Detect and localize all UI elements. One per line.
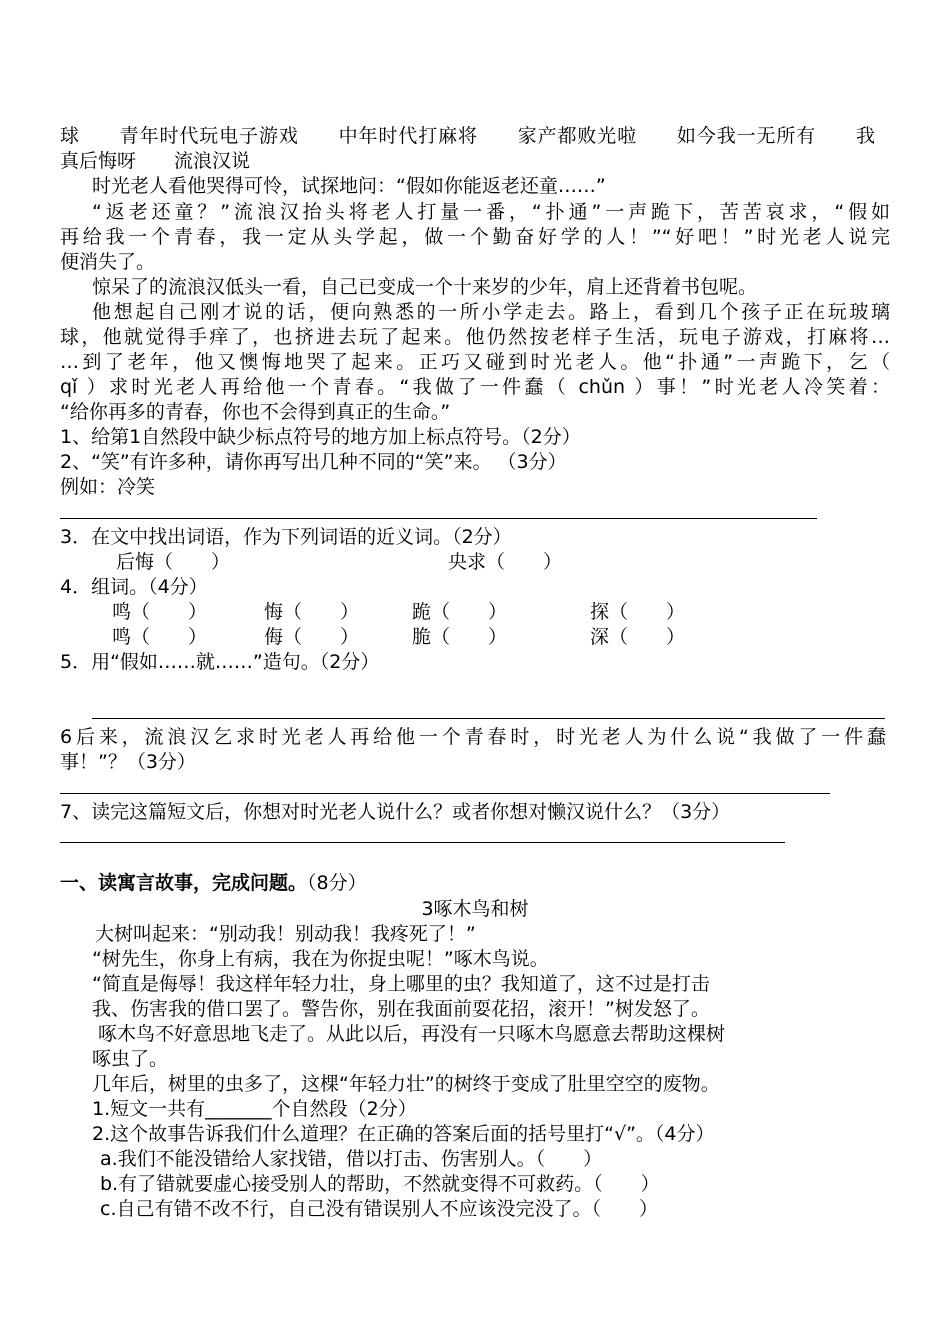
question-2-example: 例如：冷笑: [60, 476, 156, 498]
passage-line: …到了老年，他又懊悔地哭了起来。正巧又碰到时光老人。他“扑通”一声跪下，乞（: [60, 351, 890, 373]
answer-option[interactable]: a.我们不能没错给人家找错，借以打击、伤害别人。（ ）: [100, 1148, 603, 1170]
story-question-1: 1.短文一共有_______个自然段（2分）: [92, 1098, 417, 1120]
answer-line[interactable]: [60, 793, 830, 794]
passage-line: 球 青年时代玩电子游戏 中年时代打麻将 家产都败光啦 如今我一无所有 我: [60, 125, 875, 147]
story-line: 几年后，树里的虫多了，这棵“年轻力壮”的树终于变成了肚里空空的废物。: [92, 1073, 720, 1095]
question-3: 3．在文中找出词语，作为下列词语的近义词。（2分）: [60, 526, 512, 548]
passage-line: qǐ ）求时光老人再给他一个青春。“我做了一件蠢（ chǔn ）事！”时光老人冷笑着：: [60, 376, 890, 398]
synonym-blank[interactable]: 后悔（ ）: [116, 551, 231, 573]
passage-line: 惊呆了的流浪汉低头一看，自己已变成一个十来岁的少年，肩上还背着书包呢。: [92, 276, 758, 298]
story-question-2: 2.这个故事告诉我们什么道理？在正确的答案后面的括号里打“√”。（4分）: [92, 1123, 715, 1145]
word-blank[interactable]: 探（ ）: [590, 601, 686, 623]
passage-line: “给你再多的青春，你也不会得到真正的生命。”: [60, 401, 451, 423]
passage-line: 真后悔呀 流浪汉说: [60, 150, 251, 172]
passage-line: 再给我一个青春，我一定从头学起，做一个勤奋好学的人！”“好吧！”时光老人说完: [60, 226, 890, 248]
story-title-text: 3啄木鸟和树: [421, 898, 529, 920]
word-blank[interactable]: 鸣（ ）: [112, 626, 208, 648]
story-title: [0, 897, 950, 922]
passage-line: 时光老人看他哭得可怜，试探地问：“假如你能返老还童……”: [92, 175, 606, 197]
question-7: 7、读完这篇短文后，你想对时光老人说什么？或者你想对懒汉说什么？（3分）: [60, 801, 731, 823]
word-group-row: [0, 600, 950, 625]
question-3-items: [0, 550, 950, 575]
word-blank[interactable]: 深（ ）: [590, 626, 686, 648]
word-blank[interactable]: 侮（ ）: [264, 626, 360, 648]
question-2: 2、“笑”有许多种，请你再写出几种不同的“笑”来。 （3分）: [60, 451, 567, 473]
section-title: 一、读寓言故事，完成问题。: [60, 872, 308, 894]
word-blank[interactable]: 鸣（ ）: [112, 601, 208, 623]
question-1: 1、给第1自然段中缺少标点符号的地方加上标点符号。（2分）: [60, 426, 581, 448]
synonym-blank[interactable]: 央求（ ）: [448, 551, 563, 573]
story-line: “树先生，你身上有病，我在为你捉虫呢！”啄木鸟说。: [92, 948, 549, 970]
passage-line: 他想起自己刚才说的话，便向熟悉的一所小学走去。路上，看到几个孩子正在玩玻璃: [92, 301, 890, 323]
question-6-cont: 事！”？（3分）: [60, 751, 196, 773]
story-line: “简直是侮辱！我这样年轻力壮，身上哪里的虫？我知道了，这不过是打击: [92, 973, 710, 995]
section-heading: [60, 871, 367, 896]
story-line: 我、伤害我的借口罢了。警告你，别在我面前耍花招，滚开！”树发怒了。: [92, 998, 710, 1020]
story-line: 大树叫起来：“别动我！别动我！我疼死了！”: [95, 923, 476, 945]
answer-option[interactable]: c.自己有错不改不行，自己没有错误别人不应该没完没了。（ ）: [100, 1198, 658, 1220]
section-score: （8分）: [307, 872, 367, 894]
story-line: 啄木鸟不好意思地飞走了。从此以后，再没有一只啄木鸟愿意去帮助这棵树: [98, 1023, 726, 1045]
answer-line[interactable]: [60, 518, 817, 519]
word-blank[interactable]: 跪（ ）: [412, 601, 508, 623]
passage-line: 球，他就觉得手痒了，也挤进去玩了起来。他仍然按老样子生活，玩电子游戏，打麻将…: [60, 326, 890, 348]
question-4: 4．组词。（4分）: [60, 576, 208, 598]
passage-line: 便消失了。: [60, 251, 156, 273]
answer-line[interactable]: [92, 718, 885, 719]
answer-line[interactable]: [60, 842, 785, 843]
word-group-row: [0, 625, 950, 650]
question-6: 6后来，流浪汉乞求时光老人再给他一个青春时，时光老人为什么说“我做了一件蠢: [60, 726, 886, 748]
question-5: 5．用“假如……就……”造句。（2分）: [60, 651, 380, 673]
passage-line: “返老还童？”流浪汉抬头将老人打量一番，“扑通”一声跪下，苦苦哀求，“假如: [92, 201, 890, 223]
word-blank[interactable]: 脆（ ）: [412, 626, 508, 648]
word-blank[interactable]: 悔（ ）: [264, 601, 360, 623]
story-line: 啄虫了。: [92, 1048, 169, 1070]
answer-option[interactable]: b.有了错就要虚心接受别人的帮助，不然就变得不可救药。（ ）: [100, 1173, 660, 1195]
